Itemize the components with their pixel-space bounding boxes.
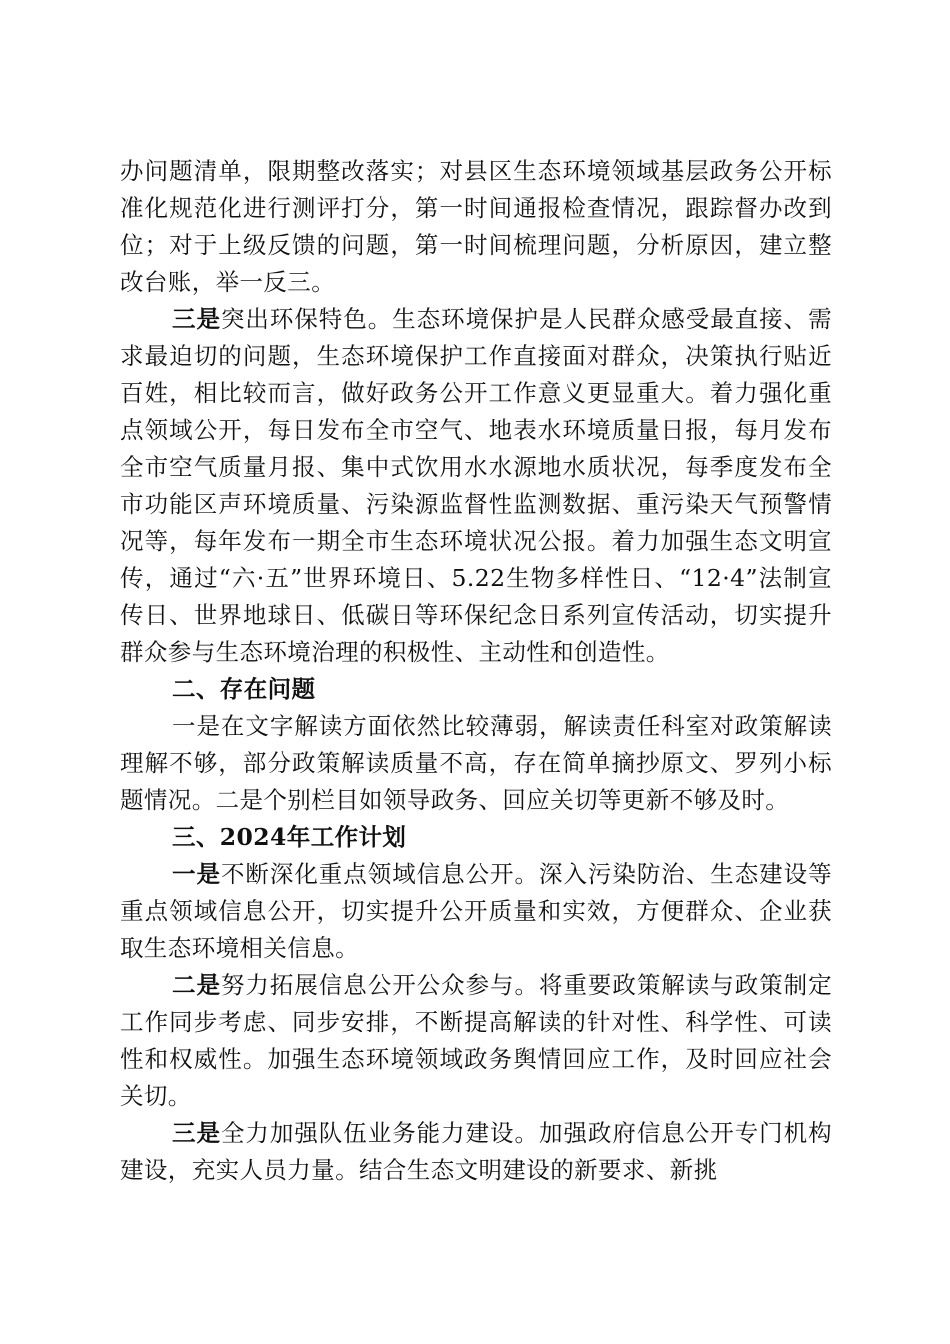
paragraph-plan-3 — [120, 1115, 832, 1189]
plan-3-lead: 三是 — [172, 1119, 221, 1147]
paragraph-continued: 办问题清单，限期整改落实；对县区生态环境领域基层政务公开标准化规范化进行测评打分，第一时间通报检查情况，跟踪督办改到位；对于上级反馈的问题，第一时间梳理问题，分析原因，建立整改台账，举一反三。 — [120, 157, 832, 296]
item-3-lead: 三是 — [172, 305, 221, 333]
document-page — [120, 153, 832, 1189]
paragraph-plan-1 — [120, 856, 832, 967]
section-heading-plan: 三、2024年工作计划 — [172, 823, 407, 851]
plan-2-body: 努力拓展信息公开公众参与。将重要政策解读与政策制定工作同步考虑、同步安排，不断提高解读的针对性、科学性、可读性和权威性。加强生态环境领域政务舆情回应工作，及时回应社会关切。 — [120, 971, 832, 1110]
paragraph-plan-2 — [120, 967, 832, 1115]
plan-2-lead: 二是 — [172, 971, 221, 999]
section-heading-problems: 二、存在问题 — [172, 675, 316, 703]
plan-1-lead: 一是 — [172, 860, 221, 888]
plan-1-body: 不断深化重点领域信息公开。深入污染防治、生态建设等重点领域信息公开，切实提升公开质量和实效，方便群众、企业获取生态环境相关信息。 — [120, 860, 832, 962]
paragraph-item-3 — [120, 301, 832, 671]
plan-3-body: 全力加强队伍业务能力建设。加强政府信息公开专门机构建设，充实人员力量。结合生态文明建设的新要求、新挑 — [120, 1119, 832, 1184]
item-3-body: 突出环保特色。生态环境保护是人民群众感受最直接、需求最迫切的问题，生态环境保护工作直接面对群众，决策执行贴近百姓，相比较而言，做好政务公开工作意义更显重大。着力强化重点领域公开，每日发布全市空气、地表水环境质量日报，每月发布全市空气质量月报、集中式饮用水水源地水质状况，每季度发布全市功能区声环境质量、污染源监督性监测数据、重污染天气预警情况等，每年发布一期全市生态环境状况公报。着力加强生态文明宣传，通过“六·五”世界环境日、5.22生物多样性日、“12·4”法制宣传日、世界地球日、低碳日等环保纪念日系列宣传活动，切实提升群众参与生态环境治理的积极性、主动性和创造性。 — [120, 305, 832, 666]
paragraph-problems: 一是在文字解读方面依然比较薄弱，解读责任科室对政策解读理解不够，部分政策解读质量不高，存在简单摘抄原文、罗列小标题情况。二是个别栏目如领导政务、回应关切等更新不够及时。 — [120, 712, 832, 814]
